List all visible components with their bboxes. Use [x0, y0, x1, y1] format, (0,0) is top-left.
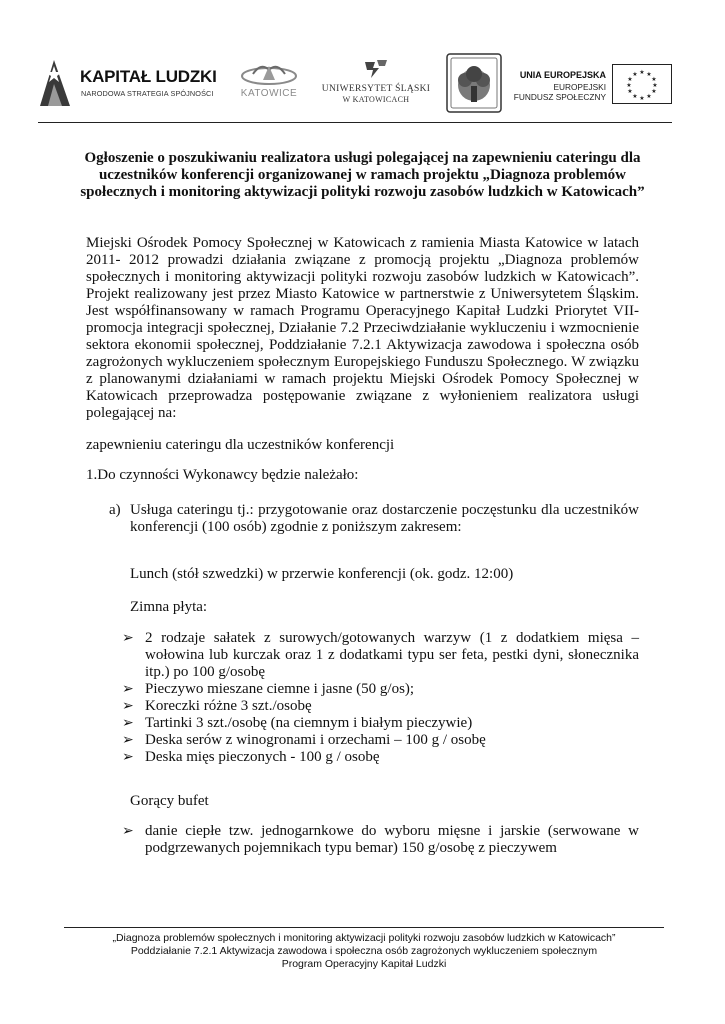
- list-item: ➢ danie ciepłe tzw. jednogarnkowe do wyboru mięsne i jarskie (serwowane w podgrzewanych pojemnikach typu bemar) 150 g/osobę z pieczywem: [122, 823, 639, 856]
- header-logos: [38, 52, 672, 116]
- announcement-title: Ogłoszenie o poszukiwaniu realizatora usługi polegającej na zapewnieniu cateringu dla uczestników konferencji organizowanej w ramach projektu „Diagnoza problemów społecznych i monitoring aktywizacji polityki rozwoju zasobów ludzkich w Katowicach”: [80, 150, 645, 200]
- eu-flag-icon: [612, 64, 672, 104]
- svg-text:★: ★: [639, 69, 645, 76]
- footer-divider: [64, 927, 664, 928]
- list-item: ➢ 2 rodzaje sałatek z surowych/gotowanych warzyw (1 z dodatkiem mięsa – wołowina lub kurczak oraz 1 z dodatkami typu ser feta, pestki dyni, słonecznika itp.) po 100 g/osobę: [122, 630, 639, 680]
- svg-text:★: ★: [627, 76, 633, 83]
- svg-text:★: ★: [651, 76, 657, 83]
- svg-text:★: ★: [639, 95, 645, 102]
- header-divider: [38, 122, 672, 123]
- intro-paragraph: Miejski Ośrodek Pomocy Społecznej w Katowicach z ramienia Miasta Katowice w latach 2011- 2012 prowadzi działania związane z promocją projektu „Diagnoza problemów społecznych i monitoring aktywizacji polityki rozwoju zasobów ludzkich w Katowicach”. Projekt realizowany jest przez Miasto Katowice w partnerstwie z Uniwersytetem Śląskim. Jest współfinansowany w ramach Programu Operacyjnego Kapitał Ludzki Priorytet VII-promocja integracji społecznej, Działanie 7.2 Przeciwdziałanie wykluczeniu i wzmocnienie sektora ekonomii społecznej, Poddziałanie 7.2.1 Aktywizacja zawodowa i społeczna osób zagrożonych wykluczeniem społecznym Europejskiego Funduszu Społecznego. W związku z planowanymi działaniami w ramach projektu Miejski Ośrodek Pomocy Społecznej w Katowicach przeprowadza postępowanie związane z wyłonieniem realizatora usługi polegającej na:: [86, 235, 639, 421]
- us-city: W KATOWICACH: [342, 95, 410, 104]
- list-item: ➢ Deska mięs pieczonych - 100 g / osobę: [122, 749, 380, 765]
- svg-text:★: ★: [632, 71, 638, 78]
- svg-text:★: ★: [626, 82, 632, 89]
- arrow-bullet-icon: ➢: [122, 750, 134, 765]
- cold-plate-heading: Zimna płyta:: [130, 599, 208, 615]
- duties-heading: 1.Do czynności Wykonawcy będzie należało:: [86, 467, 359, 483]
- cold-plate-list: [122, 630, 639, 766]
- hot-buffet-list: [122, 823, 639, 857]
- svg-text:★: ★: [651, 88, 657, 95]
- service-description: zapewnieniu cateringu dla uczestników konferencji: [86, 437, 395, 453]
- list-item: ➢ Deska serów z winogronami i orzechami – 100 g / osobę: [122, 732, 486, 748]
- kapital-ludzki-logo: [38, 52, 216, 116]
- item-a-marker: a): [109, 502, 121, 518]
- footer-line3: Program Operacyjny Kapitał Ludzki: [281, 958, 447, 970]
- us-emblem-icon: [363, 58, 389, 80]
- arrow-bullet-icon: ➢: [122, 824, 134, 839]
- lunch-line: Lunch (stół szwedzki) w przerwie konferencji (ok. godz. 12:00): [130, 566, 514, 582]
- item-a-text: Usługa cateringu tj.: przygotowanie oraz dostarczenie poczęstunku dla uczestników konferencji (100 osób) zgodnie z poniższym zakresem:: [130, 502, 639, 535]
- us-name: UNIWERSYTET ŚLĄSKI: [321, 84, 431, 94]
- ue-line2: EUROPEJSKI: [553, 82, 606, 92]
- list-item: ➢ Koreczki różne 3 szt./osobę: [122, 698, 312, 714]
- svg-text:★: ★: [632, 93, 638, 100]
- svg-text:★: ★: [652, 82, 658, 89]
- arrow-bullet-icon: ➢: [122, 699, 134, 714]
- arrow-bullet-icon: ➢: [122, 682, 134, 697]
- katowice-logo: [231, 52, 307, 116]
- list-item: ➢ Tartinki 3 szt./osobę (na ciemnym i białym pieczywie): [122, 715, 473, 731]
- uniwersytet-slaski-logo: [321, 52, 431, 116]
- arrow-bullet-icon: ➢: [122, 631, 134, 646]
- mops-logo: [445, 52, 503, 116]
- footer-line2: Poddziałanie 7.2.1 Aktywizacja zawodowa i społeczna osób zagrożonych wykluczeniem społecznym: [130, 945, 598, 957]
- list-item: ➢ Pieczywo mieszane ciemne i jasne (50 g/os);: [122, 681, 415, 697]
- svg-text:★: ★: [646, 93, 652, 100]
- hot-buffet-heading: Gorący bufet: [130, 793, 209, 809]
- kapital-ludzki-subtitle: NARODOWA STRATEGIA SPÓJNOŚCI: [81, 89, 214, 98]
- page-footer: [64, 932, 664, 971]
- arrow-bullet-icon: ➢: [122, 733, 134, 748]
- ue-line1: UNIA EUROPEJSKA: [519, 70, 606, 80]
- unia-europejska-logo: [513, 52, 672, 116]
- svg-text:★: ★: [627, 88, 633, 95]
- arrow-bullet-icon: ➢: [122, 716, 134, 731]
- svg-text:★: ★: [646, 71, 652, 78]
- kapital-ludzki-title: KAPITAŁ LUDZKI: [80, 67, 217, 86]
- katowice-emblem-icon: [239, 60, 299, 86]
- mops-emblem-icon: [445, 52, 503, 114]
- katowice-label: KATOWICE: [240, 88, 298, 99]
- ue-line3: FUNDUSZ SPOŁECZNY: [513, 92, 606, 102]
- kapital-ludzki-icon: [38, 58, 72, 108]
- footer-line1: „Diagnoza problemów społecznych i monitoring aktywizacji polityki rozwoju zasobów ludzkich w Katowicach”: [112, 932, 616, 944]
